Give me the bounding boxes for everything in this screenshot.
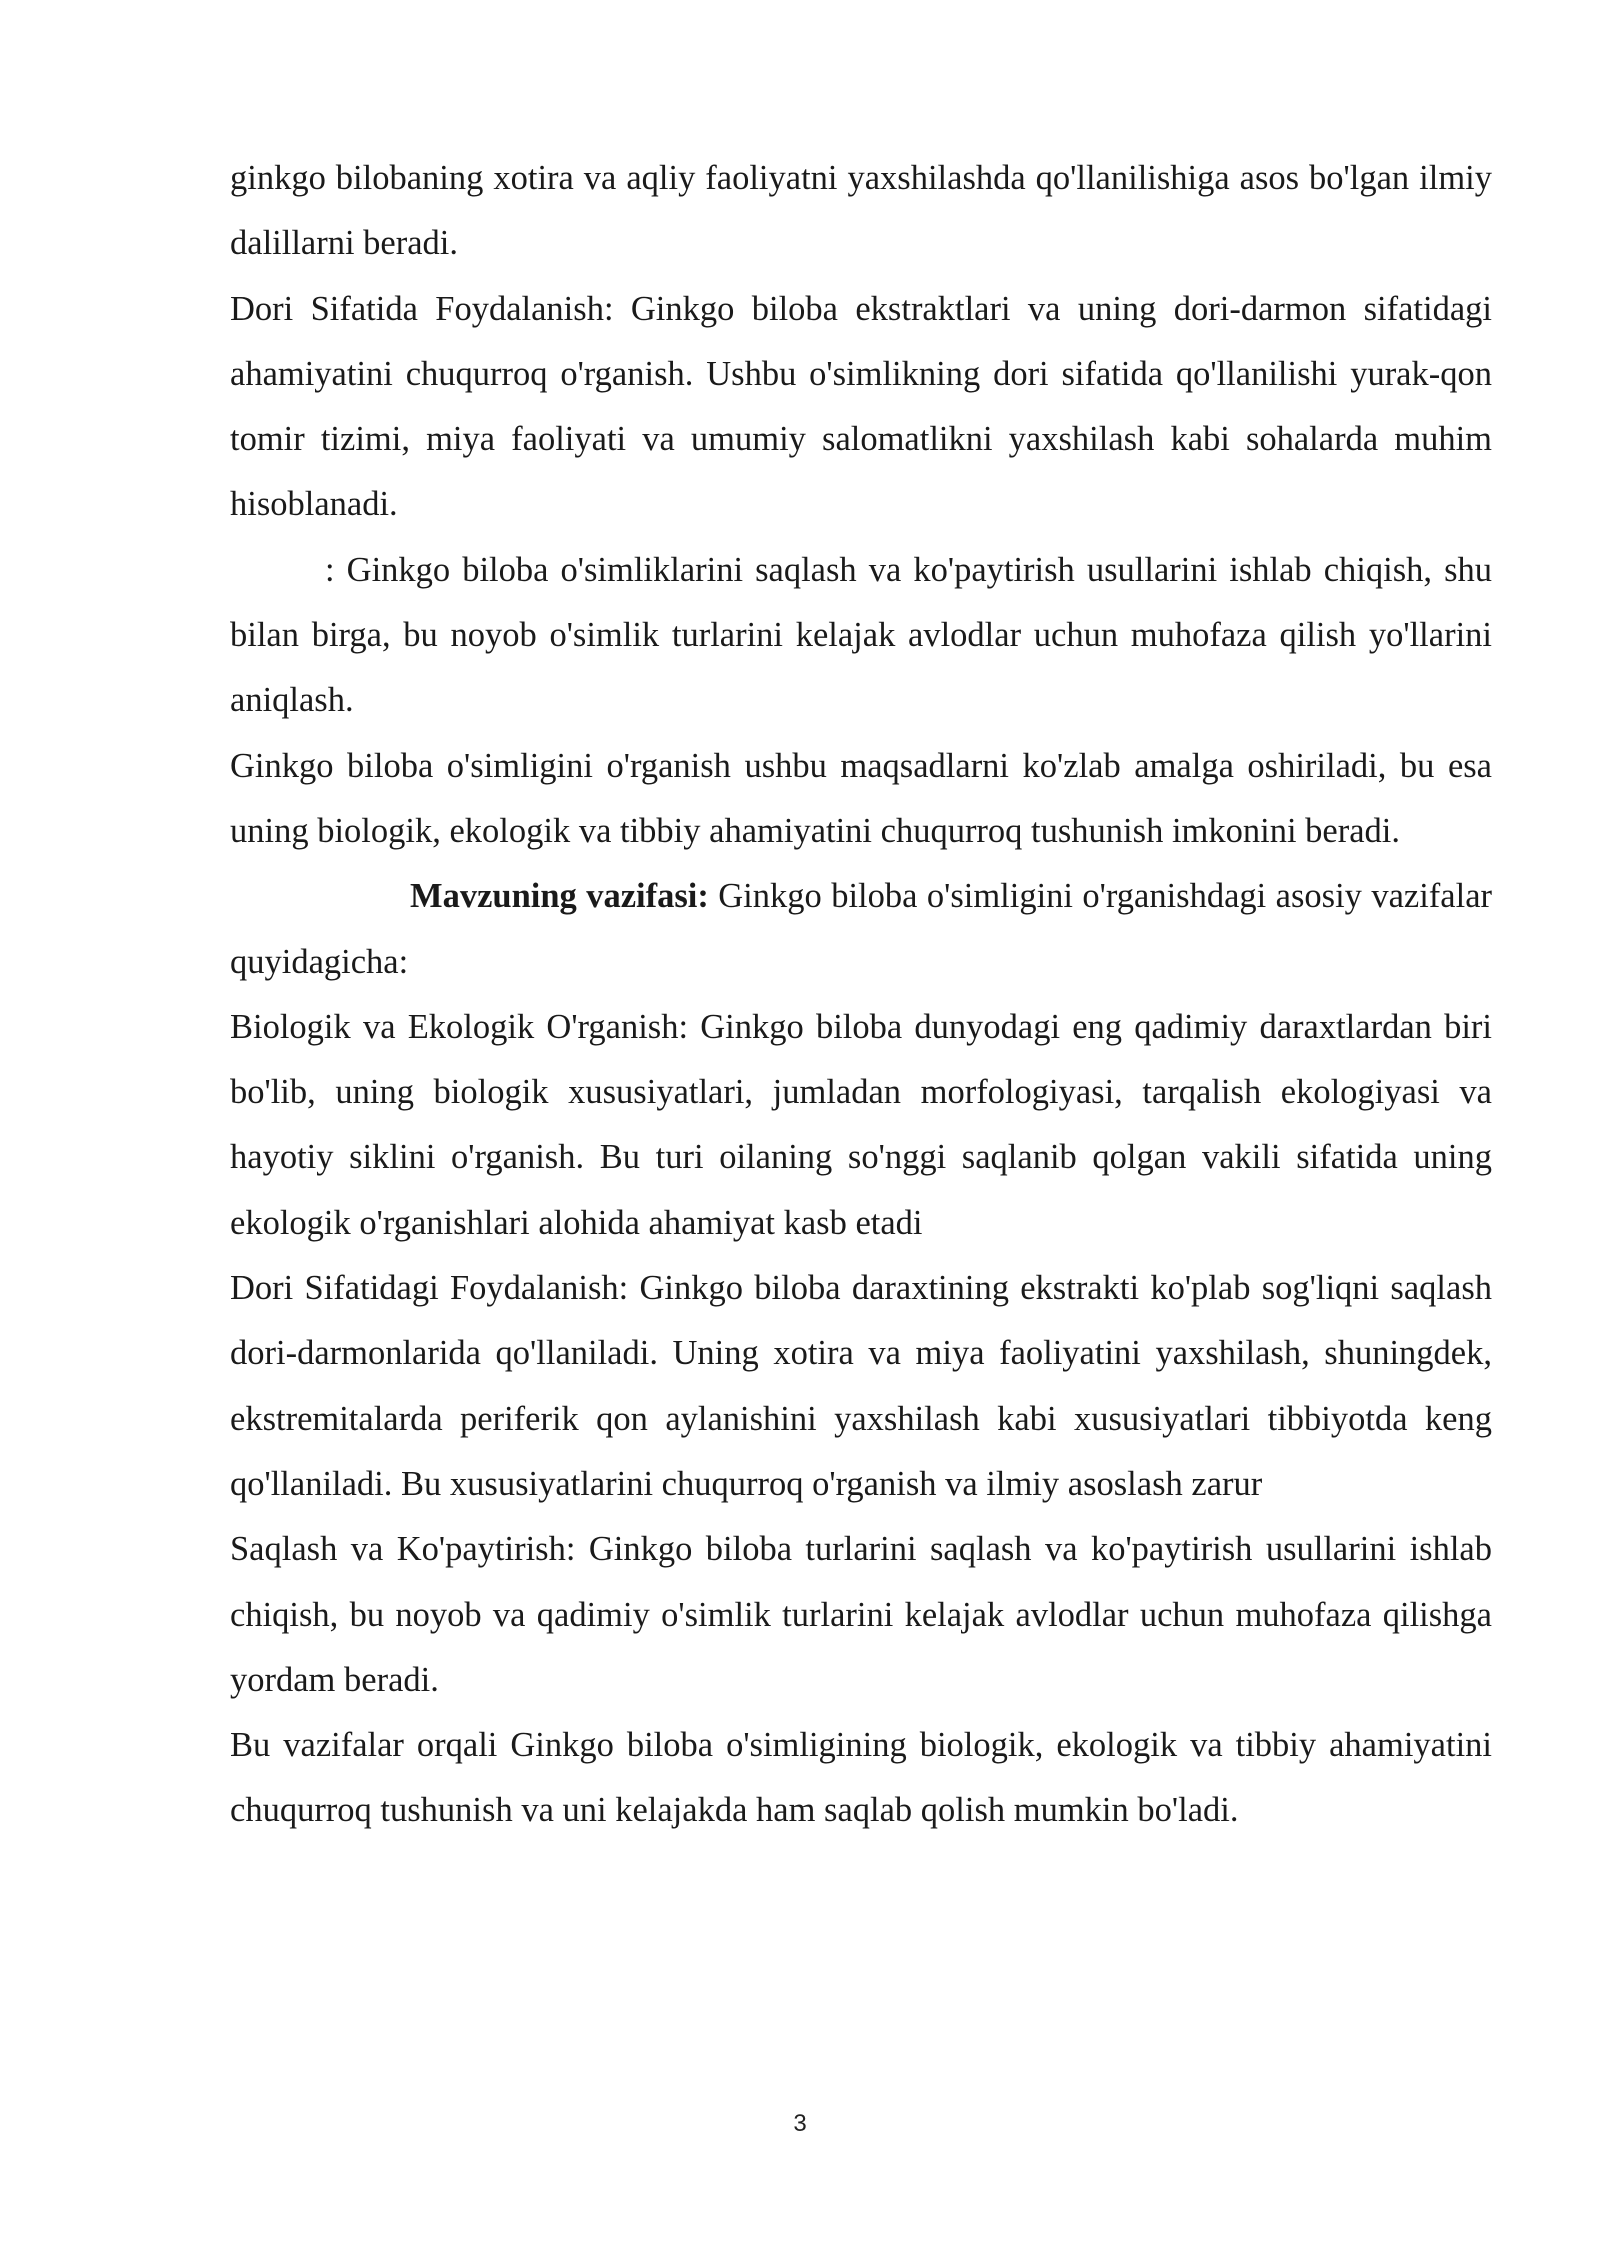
paragraph-conservation-task: Saqlash va Ko'paytirish: Ginkgo biloba turlarini saqlash va ko'paytirish usullarini ishlab chiqish, bu noyob va qadimiy o'simlik turlarini kelajak avlodlar uchun muhofaza qilishga yordam beradi. xyxy=(230,1530,1492,1699)
paragraph-tasks-heading xyxy=(230,864,1492,995)
page-body xyxy=(230,146,1492,1844)
tasks-heading-label: Mavzuning vazifasi: xyxy=(410,877,709,916)
paragraph-study-goals: Ginkgo biloba o'simligini o'rganish ushbu maqsadlarni ko'zlab amalga oshiriladi, bu esa uning biologik, ekologik va tibbiy ahamiyatini chuqurroq tushunish imkonini beradi. xyxy=(230,746,1492,850)
paragraph-conclusion: Bu vazifalar orqali Ginkgo biloba o'simligining biologik, ekologik va tibbiy ahamiyatini chuqurroq tushunish va uni kelajakda ham saqlab qolish mumkin bo'ladi. xyxy=(230,1726,1492,1830)
paragraph-medicinal-task: Dori Sifatidagi Foydalanish: Ginkgo biloba daraxtining ekstrakti ko'plab sog'liqni saqlash dori-darmonlarida qo'llaniladi. Uning xotira va miya faoliyatini yaxshilash, shuningdek, ekstremitalarda periferik qon aylanishini yaxshilash kabi xususiyatlari tibbiyotda keng qo'llaniladi. Bu xususiyatlarini chuqurroq o'rganish va ilmiy asoslash zarur xyxy=(230,1269,1492,1503)
tasks-heading-text: Ginkgo biloba o'simligini o'rganishdagi asosiy vazifalar quyidagicha: xyxy=(230,877,1492,981)
paragraph-medicinal-use: Dori Sifatida Foydalanish: Ginkgo biloba ekstraktlari va uning dori-darmon sifatidagi ahamiyatini chuqurroq o'rganish. Ushbu o'simlikning dori sifatida qo'llanilishi yurak-qon tomir tizimi, miya faoliyati va umumiy salomatlikni yaxshilash kabi sohalarda muhim hisoblanadi. xyxy=(230,289,1492,524)
paragraph-intro-continuation: ginkgo bilobaning xotira va aqliy faoliyatni yaxshilashda qo'llanilishiga asos bo'lgan ilmiy dalillarni beradi. xyxy=(230,159,1492,263)
paragraph-biological-study: Biologik va Ekologik O'rganish: Ginkgo biloba dunyodagi eng qadimiy daraxtlardan biri bo'lib, uning biologik xususiyatlari, jumladan morfologiyasi, tarqalish ekologiyasi va hayotiy siklini o'rganish. Bu turi oilaning so'nggi saqlanib qolgan vakili sifatida uning ekologik o'rganishlari alohida ahamiyat kasb etadi xyxy=(230,1007,1492,1242)
paragraph-conservation: : Ginkgo biloba o'simliklarini saqlash va ko'paytirish usullarini ishlab chiqish, shu bilan birga, bu noyob o'simlik turlarini kelajak avlodlar uchun muhofaza qilish yo'llarini aniqlash. xyxy=(230,550,1492,720)
page-number: 3 xyxy=(793,2110,807,2137)
